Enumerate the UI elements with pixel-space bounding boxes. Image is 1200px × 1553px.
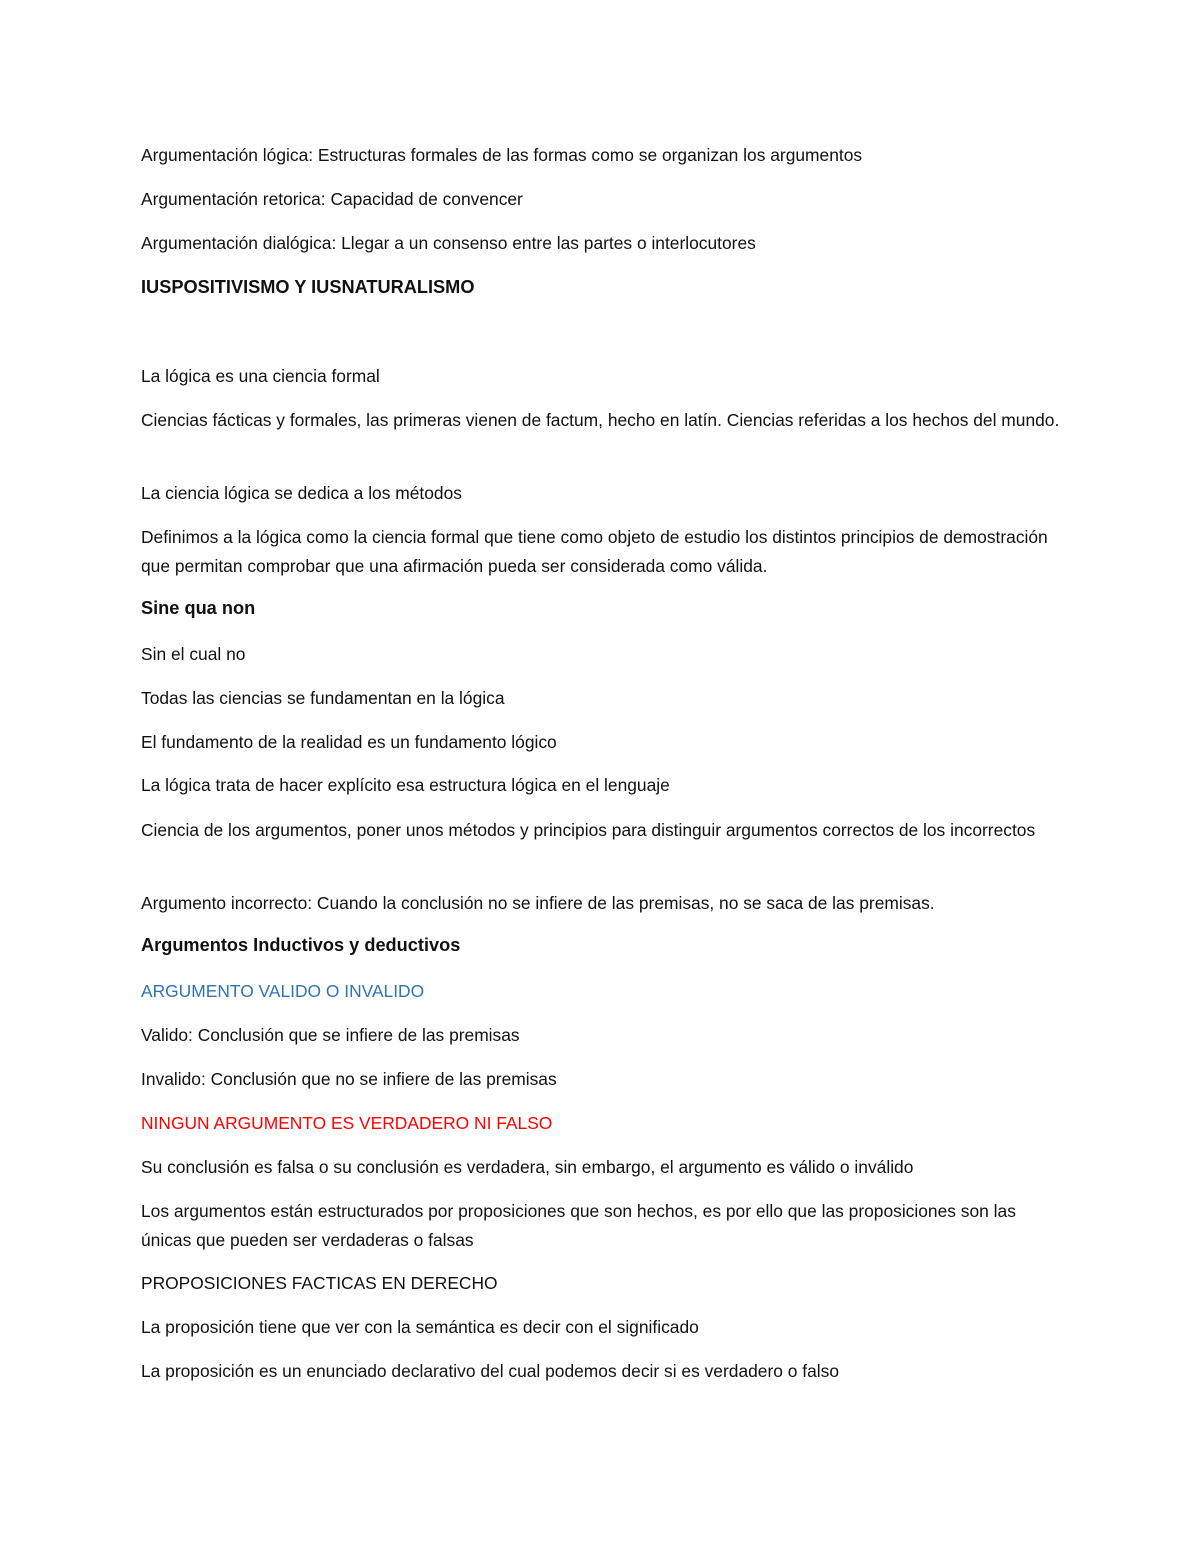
paragraph-argumento-incorrecto: Argumento incorrecto: Cuando la conclusión no se infiere de las premisas, no se saca de las premisas. (141, 893, 935, 913)
paragraph-valido: Valido: Conclusión que se infiere de las premisas (141, 1025, 520, 1045)
paragraph-proposicion-enunciado: La proposición es un enunciado declarativo del cual podemos decir si es verdadero o falso (141, 1361, 839, 1381)
paragraph-fundamento-realidad: El fundamento de la realidad es un fundamento lógico (141, 732, 557, 752)
paragraph-logica-lenguaje: La lógica trata de hacer explícito esa estructura lógica en el lenguaje (141, 775, 670, 795)
heading-argumento-valido: ARGUMENTO VALIDO O INVALIDO (141, 981, 425, 1001)
paragraph-ciencia-logica-metodos: La ciencia lógica se dedica a los métodos (141, 483, 462, 503)
paragraph-argumentacion-logica: Argumentación lógica: Estructuras formales de las formas como se organizan los argumentos (141, 145, 863, 165)
paragraph-argumentos-estructurados: Los argumentos están estructurados por proposiciones que son hechos, es por ello que las proposiciones son las únicas que pueden ser verdaderas o falsas (141, 1201, 1016, 1250)
paragraph-sin-el-cual-no: Sin el cual no (141, 644, 246, 664)
paragraph-invalido: Invalido: Conclusión que no se infiere de las premisas (141, 1069, 557, 1089)
paragraph-conclusion-falsa: Su conclusión es falsa o su conclusión es verdadera, sin embargo, el argumento es válido o inválido (141, 1157, 914, 1177)
paragraph-definicion-logica: Definimos a la lógica como la ciencia formal que tiene como objeto de estudio los distintos principios de demostración que permitan comprobar que una afirmación pueda ser considerada como válida. (141, 527, 1048, 576)
paragraph-proposicion-semantica: La proposición tiene que ver con la semántica es decir con el significado (141, 1317, 699, 1337)
heading-iuspositivismo: IUSPOSITIVISMO Y IUSNATURALISMO (141, 277, 475, 297)
heading-sine-qua-non: Sine qua non (141, 598, 256, 618)
paragraph-todas-las-ciencias: Todas las ciencias se fundamentan en la lógica (141, 688, 505, 708)
paragraph-logica-ciencia-formal: La lógica es una ciencia formal (141, 366, 380, 386)
paragraph-argumentacion-dialogica: Argumentación dialógica: Llegar a un consenso entre las partes o interlocutores (141, 233, 756, 253)
paragraph-ciencia-argumentos: Ciencia de los argumentos, poner unos métodos y principios para distinguir argumentos correctos de los incorrectos (141, 820, 1036, 840)
paragraph-ciencias-facticas: Ciencias fácticas y formales, las primeras vienen de factum, hecho en latín. Ciencias referidas a los hechos del mundo. (141, 410, 1060, 430)
paragraph-argumentacion-retorica: Argumentación retorica: Capacidad de convencer (141, 189, 523, 209)
heading-ningun-argumento: NINGUN ARGUMENTO ES VERDADERO NI FALSO (141, 1113, 553, 1133)
heading-argumentos-inductivos: Argumentos Inductivos y deductivos (141, 935, 461, 955)
paragraph-proposiciones-facticas: PROPOSICIONES FACTICAS EN DERECHO (141, 1273, 498, 1293)
